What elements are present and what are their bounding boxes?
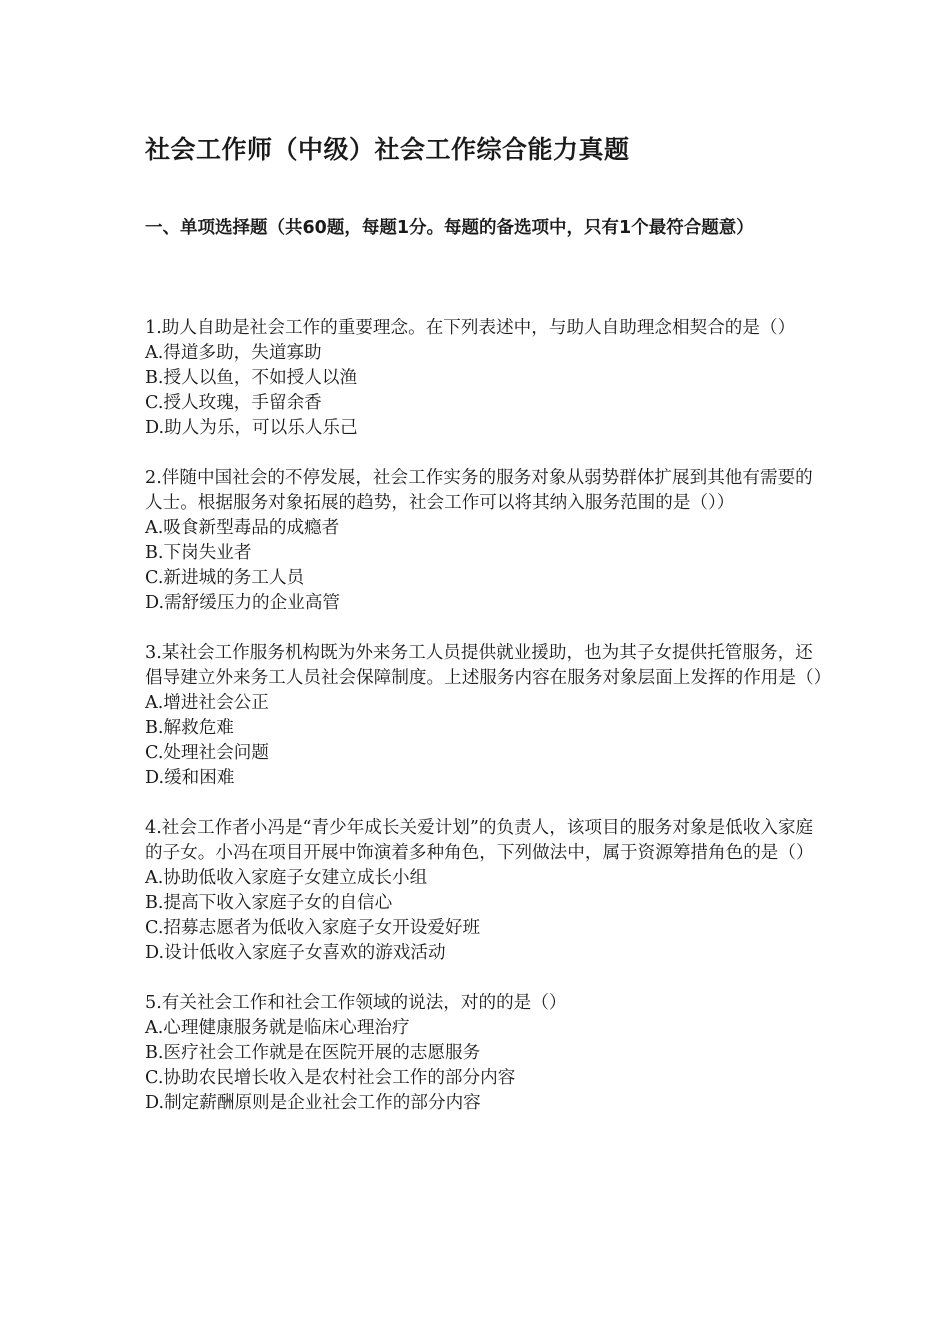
- option-b: B.下岗失业者: [145, 543, 252, 563]
- option-a: A.增进社会公正: [145, 693, 269, 713]
- option-c: C.协助农民增长收入是农村社会工作的部分内容: [145, 1068, 516, 1088]
- question-stem: 1.助人自助是社会工作的重要理念。在下列表述中，与助人自助理念相契合的是（）: [145, 318, 796, 338]
- option-b: B.解救危难: [145, 718, 234, 738]
- question-4: [145, 816, 825, 966]
- option-c: C.招募志愿者为低收入家庭子女开设爱好班: [145, 918, 481, 938]
- question-2: [145, 466, 825, 616]
- option-a: A.协助低收入家庭子女建立成长小组: [145, 868, 428, 888]
- option-d: D.设计低收入家庭子女喜欢的游戏活动: [145, 943, 446, 963]
- option-c: C.新进城的务工人员: [145, 568, 305, 588]
- option-b: B.医疗社会工作就是在医院开展的志愿服务: [145, 1043, 481, 1063]
- question-stem: 4.社会工作者小冯是“青少年成长关爱计划”的负责人，该项目的服务对象是低收入家庭的子女。小冯在项目开展中饰演着多种角色，下列做法中，属于资源筹措角色的是（）: [145, 818, 814, 863]
- question-stem: 5.有关社会工作和社会工作领域的说法，对的的是（）: [145, 993, 567, 1013]
- option-b: B.提高下收入家庭子女的自信心: [145, 893, 393, 913]
- option-d: D.缓和困难: [145, 768, 235, 788]
- question-list: [145, 316, 832, 1141]
- question-1: [145, 316, 825, 441]
- question-5: [145, 991, 825, 1116]
- option-d: D.助人为乐，可以乐人乐己: [145, 418, 358, 438]
- document-title: 社会工作师（中级）社会工作综合能力真题: [145, 135, 630, 164]
- question-stem: 3.某社会工作服务机构既为外来务工人员提供就业援助，也为其子女提供托管服务，还倡导建立外来务工人员社会保障制度。上述服务内容在服务对象层面上发挥的作用是（）: [145, 643, 832, 688]
- option-b: B.授人以鱼，不如授人以渔: [145, 368, 358, 388]
- option-d: D.制定薪酬原则是企业社会工作的部分内容: [145, 1093, 481, 1113]
- option-a: A.得道多助，失道寡助: [145, 343, 322, 363]
- section-heading: 一、单项选择题（共60题，每题1分。每题的备选项中，只有1个最符合题意）: [145, 218, 754, 238]
- option-d: D.需舒缓压力的企业高管: [145, 593, 341, 613]
- question-stem: 2.伴随中国社会的不停发展，社会工作实务的服务对象从弱势群体扩展到其他有需要的人士。根据服务对象拓展的趋势，社会工作可以将其纳入服务范围的是（））: [145, 468, 813, 513]
- question-3: [145, 641, 832, 791]
- option-c: C.处理社会问题: [145, 743, 269, 763]
- option-a: A.心理健康服务就是临床心理治疗: [145, 1018, 410, 1038]
- option-a: A.吸食新型毒品的成瘾者: [145, 518, 340, 538]
- option-c: C.授人玫瑰，手留余香: [145, 393, 322, 413]
